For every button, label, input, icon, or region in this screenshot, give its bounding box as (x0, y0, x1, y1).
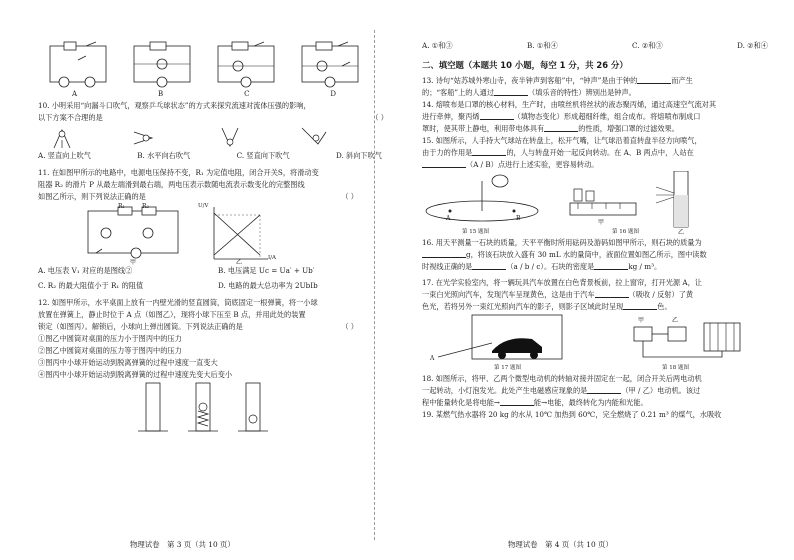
q11-stem-2: 阻器 R₂ 的滑片 P 从最左端滑到最右端，两电压表示数随电流表示数变化的完整图线 (38, 180, 305, 189)
q14-line-1: 14. 熔喷布是口罩的核心材料，生产时，由喷丝机将丝状的液态聚丙烯，通过高速空气流对其 (422, 100, 717, 109)
q18-l3a: 程中能量转化是将电能→ (422, 398, 500, 407)
q15-line-1: 15. 如图所示，人手持大气球站在转盘上，松开气嘴，让气球沿着直转盘半径方向喷气， (422, 136, 702, 145)
q11-options (38, 265, 388, 291)
q16-blank-1[interactable] (422, 249, 466, 258)
q13-blank-2[interactable] (494, 87, 528, 96)
q18-line-2 (422, 385, 778, 397)
funnel-d (302, 128, 326, 144)
q14-blank-2[interactable] (544, 123, 578, 132)
q15-blank-2[interactable] (422, 159, 466, 168)
q10-funnels-svg (38, 124, 358, 150)
q10-options (38, 150, 388, 161)
q13-blank-1[interactable] (637, 75, 671, 84)
q18-blank-1[interactable] (587, 385, 621, 394)
q11-graph (214, 207, 268, 259)
q17-fig-caption: 第 17 题图 (494, 365, 521, 371)
q17-line-3 (422, 301, 778, 313)
q15-turntable (426, 175, 538, 221)
q12-cylinders-svg (138, 381, 338, 435)
q15-fig-b: B (516, 215, 521, 222)
q12-option-c[interactable]: C. ②和③ (632, 41, 663, 50)
q18-line-3 (422, 397, 778, 409)
cylinder-yi (188, 383, 218, 431)
q9-label-c: C (244, 90, 250, 98)
q16-l3c: kg / m³。 (628, 262, 662, 271)
q12-figures (38, 381, 388, 435)
q14-l2b: （填物态变化）形成超细纤维，组合成布。将熔喷布制成口 (513, 112, 701, 121)
q10-paren: （ ） (371, 113, 388, 122)
q10-option-b[interactable]: B. 水平向右吹气 (137, 151, 191, 160)
q16-fig-caption: 第 16 题图 (612, 229, 639, 235)
circuit-a (50, 42, 106, 87)
q17-q18-svg (422, 313, 778, 373)
q17-blank-1[interactable] (595, 289, 629, 298)
right-footer: 物理试卷 第 4 页（共 10 页） (508, 540, 613, 549)
q16-l3b: （a / b / c）。石块的密度是 (506, 262, 595, 271)
q18-l2b: （甲 / 乙）电动机。该过 (621, 386, 701, 395)
q10-stem-2-text: 以下方案不合理的是 (38, 113, 103, 122)
circuit-d (302, 42, 358, 87)
q14-line-2 (422, 111, 778, 123)
q15-blank-1[interactable] (472, 147, 506, 156)
q12-stem-2: 放置在弹簧上，静止时位于 A 点（如图乙），现将小球下压至 B 点，并用此处的装置 (38, 310, 306, 319)
q11-figures-svg (38, 203, 338, 265)
q11-stem-3 (38, 191, 388, 203)
q17-line-1: 17. 在光学实验室内，将一辆玩具汽车放置在白色背景板前，拉上窗帘，打开光源 A，让 (422, 278, 702, 287)
q11-fig-yi: 乙 (236, 259, 243, 266)
q16-line-3 (422, 261, 778, 273)
q16-line-2 (422, 249, 778, 261)
q16-blank-3[interactable] (594, 261, 628, 270)
funnel-b (134, 132, 152, 144)
q15-fig-caption: 第 15 题图 (462, 229, 489, 235)
q12-stem-1: 12. 如图甲所示，水平桌面上放有一内壁光滑的竖直圆筒，筒底固定一根弹簧，将一小球 (38, 298, 318, 307)
q11-figures (38, 203, 388, 265)
q17-l3a: 色光，若将另外一束红光照向汽车的影子，则影子区域此时呈现 (422, 302, 624, 311)
q12-item-1: ①图乙中圆筒对桌面的压力小于图丙中的压力 (38, 334, 182, 343)
q12-item-2: ②图乙中圆筒对桌面的压力等于图丙中的压力 (38, 346, 182, 355)
q18-line-1: 18. 如图所示，将甲、乙两个微型电动机的转轴对接并固定在一起，闭合开关后两电动机 (422, 374, 702, 383)
q11-fig-i: I/A (268, 255, 276, 261)
q13-l1b: 而产生 (671, 76, 693, 85)
q18-blank-2[interactable] (500, 397, 534, 406)
q16-line-1: 16. 用天平测量一石块的质量，天平平衡时所用砝码及游码如图甲所示，则石块的质量为 (422, 238, 702, 247)
q16-blank-2[interactable] (472, 261, 506, 270)
q17-l3b: 色。 (657, 302, 672, 311)
q10-figures (38, 124, 388, 150)
circuit-b (134, 42, 190, 87)
q18-fig-yi: 乙 (672, 317, 679, 324)
q14-line-3 (422, 123, 778, 135)
q13-l2b: （填乐音的特性）辨别出是钟声。 (528, 88, 636, 97)
q10-option-a[interactable]: A. 竖直向上吹气 (38, 151, 91, 160)
q13-l2a: 的；“客船”上的人通过 (422, 88, 495, 97)
q13-l1a: 13. 诗句“姑苏城外寒山寺，夜半钟声到客船”中，“钟声”是由于钟的 (422, 76, 638, 85)
circuit-c (218, 42, 274, 87)
q15-l2b: 的，人与转盘开始一起反向转动。在 A、B 两点中，人站在 (506, 148, 694, 157)
q16-fig-jia: 甲 (598, 219, 605, 226)
q9-label-a: A (72, 90, 78, 98)
q17-light-a: A (430, 355, 435, 362)
funnel-a (54, 130, 70, 148)
q11-stem-1: 11. 在如图甲所示的电路中，电源电压保持不变，R₁ 为定值电阻，闭合开关S，将滑动变 (38, 168, 319, 177)
q14-blank-1[interactable] (480, 111, 514, 120)
q11-stem-3-text: 如图乙所示，则下列说法正确的是 (38, 192, 146, 201)
q17-q18-figures (422, 313, 778, 373)
funnel-c (222, 128, 238, 146)
q17-l2b: （吸收 / 反射）了黄 (628, 290, 694, 299)
q9-label-d: D (330, 90, 336, 98)
q12-stem-3-text: 锁定（如图丙）。解锁后，小球向上弹出圆筒。下列说法正确的是 (38, 322, 243, 331)
q11-circuit (88, 207, 178, 258)
q12-item-4: ④图丙中小球开始运动到脱离弹簧的过程中速度先变大后变小 (38, 370, 233, 379)
cylinder-bing (238, 383, 268, 431)
q14-l3: 罩时，使其带上静电，利用带电体具有 (422, 124, 545, 133)
q11-option-b[interactable]: B. 电压满足 Uc = Ua′ + Ub′ (218, 266, 315, 275)
q17-car-scene (438, 315, 562, 359)
q16-balance (570, 189, 636, 215)
q11-fig-u: U/V (198, 203, 209, 209)
q18-fig-caption: 第 18 题图 (662, 365, 689, 371)
cylinder-jia (138, 383, 168, 431)
q15-l2a: 由于力的作用是 (422, 148, 473, 157)
q16-fig-yi: 乙 (678, 229, 685, 236)
q16-l3a: 时视线正确的是 (422, 262, 473, 271)
q10-stem-2 (38, 112, 388, 124)
q15-line-2 (422, 147, 778, 159)
section-fill-blank-title: 二、填空题（本题共 10 小题，每空 1 分，共 26 分） (422, 60, 628, 70)
q11-fig-r1: R₁ (118, 203, 125, 210)
q10-option-c[interactable]: C. 竖直向下吹气 (236, 151, 290, 160)
q12-options (422, 40, 778, 51)
q14-l3b: 的性质，增强口罩的过滤效果。 (578, 124, 679, 133)
q15-line-3 (422, 159, 778, 171)
q9-circuit-figures (38, 40, 388, 100)
q12-paren: （ ） (341, 322, 358, 331)
q13-line-1 (422, 75, 778, 87)
q17-line-2 (422, 289, 778, 301)
q11-option-c[interactable]: C. R₂ 的最大阻值小于 R₁ 的阻值 (38, 281, 144, 290)
q11-option-d[interactable]: D. 电路的最大总功率为 2UbIb (218, 281, 318, 290)
q18-l2a: 一起转动，小灯泡发光。此处产生电磁感应现象的是 (422, 386, 588, 395)
q17-l2a: 一束白光照向汽车，发现汽车呈现黄色，这是由于汽车 (422, 290, 595, 299)
q16-cylinder (656, 171, 688, 227)
q15-l3a: （A / B）点进行上述实验，更容易转动。 (466, 160, 599, 169)
q10-stem-1: 10. 小明采用“向漏斗口吹气，观察乒乓球状态”的方式来探究流速对流体压强的影响， (38, 101, 311, 110)
q14-l2a: 进行牵伸，聚丙烯 (422, 112, 480, 121)
q12-option-a[interactable]: A. ①和③ (422, 41, 453, 50)
q11-fig-jia: 甲 (130, 259, 137, 266)
q12-option-d[interactable]: D. ②和④ (737, 41, 768, 50)
q9-label-b: B (157, 90, 164, 98)
q13-line-2 (422, 87, 778, 99)
left-footer: 物理试卷 第 3 页（共 10 页） (130, 540, 235, 549)
q15-fig-a: A (446, 215, 451, 222)
right-page (398, 0, 794, 560)
q15-q16-figures (422, 171, 778, 237)
q11-option-a[interactable]: A. 电压表 V₁ 对应的是图线② (38, 266, 133, 275)
q19-line-1: 19. 某燃气热水器将 20 kg 的水从 10℃ 加热到 60℃，完全燃烧了 0.21 m³ 的煤气，水吸收 (422, 410, 722, 419)
q18-fig-jia: 甲 (638, 317, 645, 324)
q11-paren: （ ） (341, 192, 358, 201)
q18-l3b: 能→电能，最终转化为内能和光能。 (533, 398, 648, 407)
q12-stem-3 (38, 321, 388, 333)
q17-blank-2[interactable] (623, 301, 657, 310)
left-page (0, 0, 396, 560)
q12-option-b[interactable]: B. ①和④ (526, 41, 558, 50)
q11-fig-r2: R₂ (142, 203, 149, 210)
q12-item-3: ③图丙中小球开始运动到脱离弹簧的过程中速度一直变大 (38, 358, 218, 367)
q10-option-d[interactable]: D. 斜向下吹气 (335, 151, 382, 160)
q16-l2a: g，将该石块放入盛有 30 mL 水的量筒中，液面位置如图乙所示，图中读数 (466, 250, 707, 259)
q18-motors (634, 323, 740, 357)
